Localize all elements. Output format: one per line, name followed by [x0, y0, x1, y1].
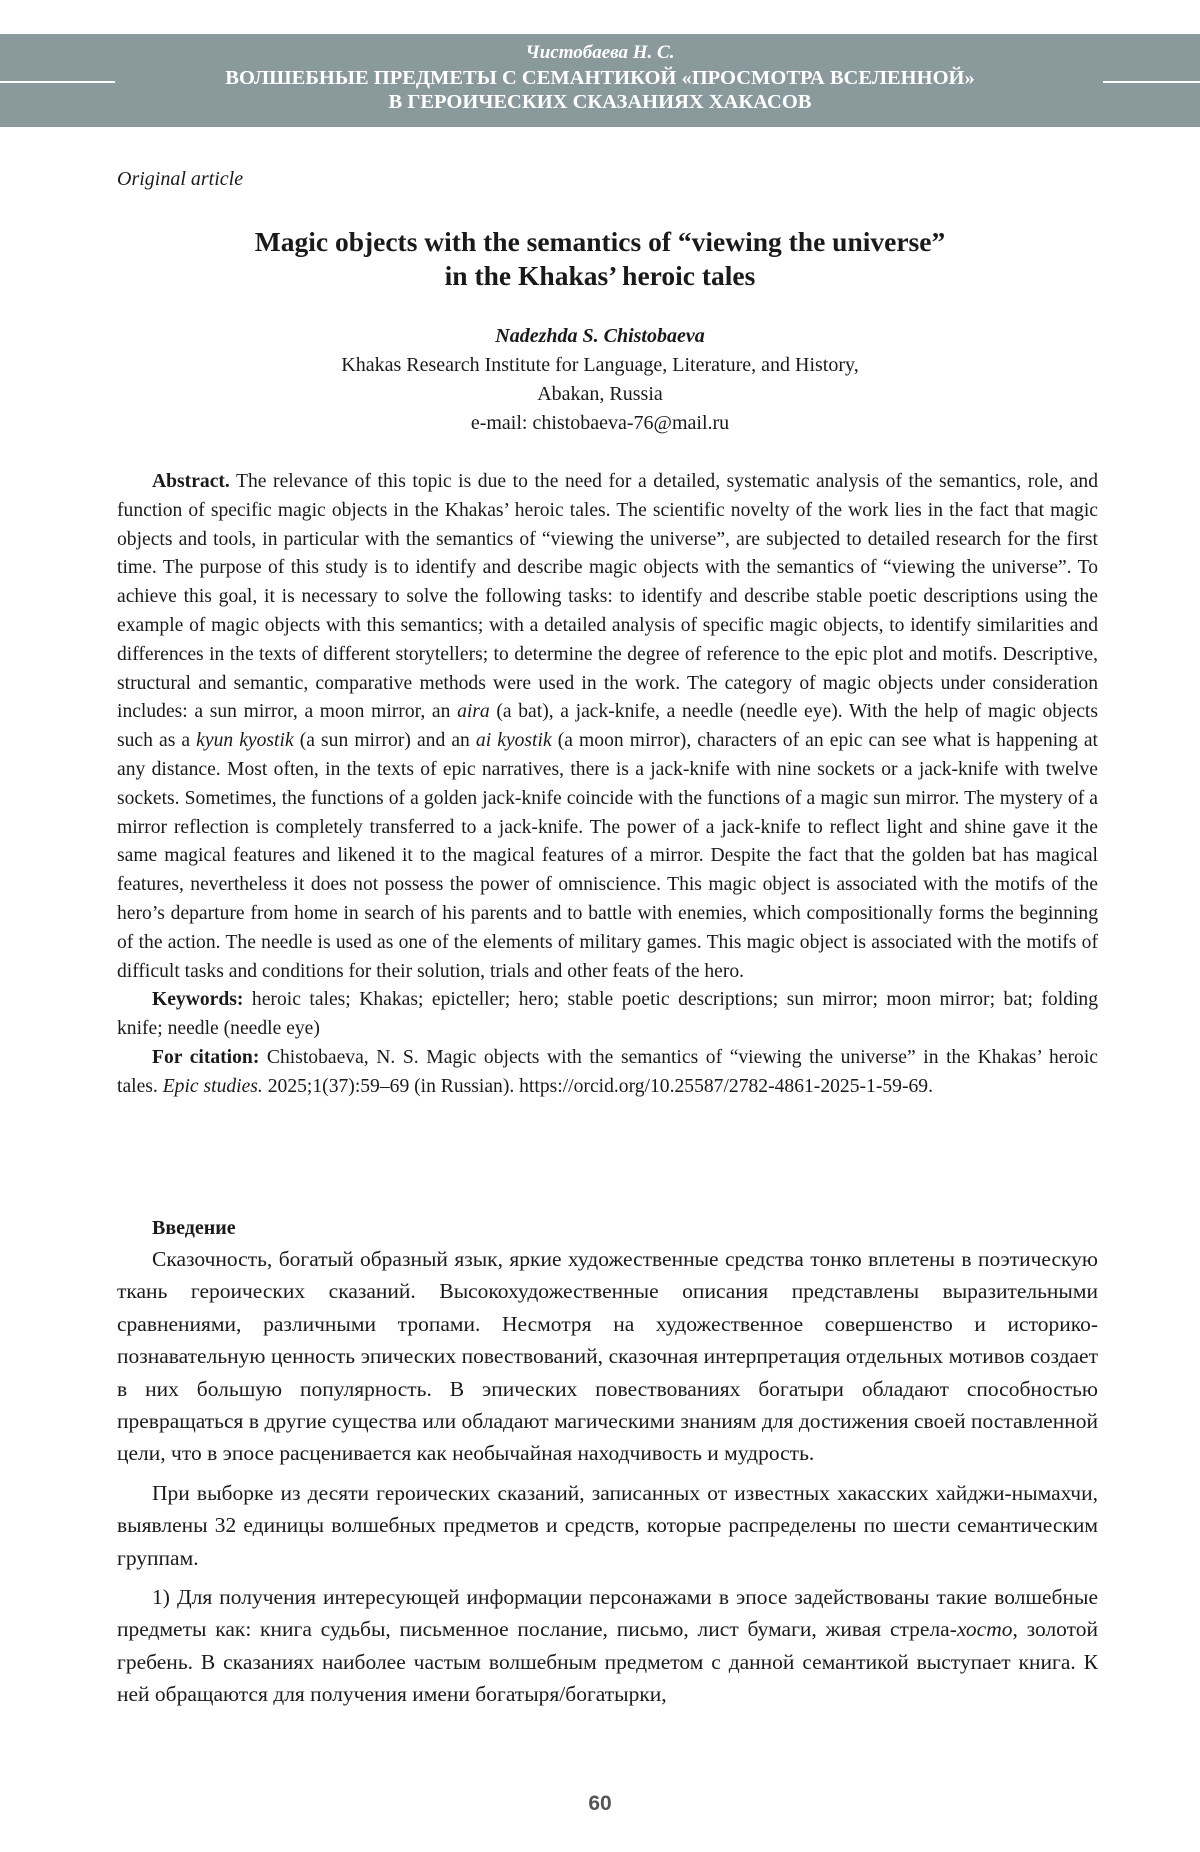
keywords-text: heroic tales; Khakas; epicteller; hero; stable poetic descriptions; sun mirror; moon mirror; bat; folding knife; needle (needle eye): [117, 989, 1098, 1040]
page-number: 60: [588, 1792, 612, 1815]
term-aira: aira: [457, 701, 490, 723]
running-header: [0, 34, 1200, 127]
body-text: 1) Для получения интересующей информации персонажами в эпосе задействованы такие волшебные предметы как: книга судьбы, письменное послание, письмо, лист бумаги, живая стрела-: [117, 1585, 1098, 1642]
header-title-line2: В ГЕРОИЧЕСКИХ СКАЗАНИЯХ ХАКАСОВ: [388, 91, 812, 113]
citation-text: Chistobaeva, N. S. Magic objects with the semantics of “viewing the universe” in the Khakas’ heroic tales.: [117, 1046, 1098, 1097]
citation-journal: Epic studies.: [162, 1075, 263, 1097]
affiliation-line2: Abakan, Russia: [537, 383, 663, 405]
abstract-text: (a moon mirror), characters of an epic can see what is happening at any distance. Most often, in the texts of epic narratives, there is a jack-knife with nine sockets or a jack-knife with twelve sockets. Sometimes, the functions of a golden jack-knife coincide with the functions of a magic sun mirror. The mystery of a mirror reflection is completely transferred to a jack-knife. The power of a jack-knife to reflect light and shine gave it the same magical features and likened it to the magical features of a mirror. Despite the fact that the golden bat has magical features, nevertheless it does not possess the power of omniscience. This magic object is associated with the motifs of the hero’s departure from home in search of his parents and to battle with enemies, which compositionally forms the beginning of the action. The needle is used as one of the elements of military games. This magic object is associated with the motifs of difficult tasks and conditions for their solution, trials and other feats of the hero.: [117, 730, 1098, 982]
abstract-label: Abstract.: [152, 471, 230, 492]
article-type: Original article: [117, 168, 244, 190]
author-email: e-mail: chistobaeva-76@mail.ru: [470, 412, 730, 434]
article-title-line1: Magic objects with the semantics of “viewing the universe”: [254, 226, 946, 257]
author-name: Nadezhda S. Chistobaeva: [495, 325, 705, 347]
article-title-line2: in the Khakas’ heroic tales: [444, 260, 756, 291]
term-ai-kyostik: ai kyostik: [475, 730, 552, 752]
header-title: [130, 66, 1070, 114]
body-paragraph: Сказочность, богатый образный язык, яркие художественные средства тонко вплетены в поэтическую ткань героических сказаний. Высокохудожественные описания представлены выразительными сравнениями, различными тропами. Несмотря на художественное совершенство и историко-познавательную ценность эпических повествований, сказочная интерпретация отдельных мотивов создает в них большую популярность. В эпических повествованиях богатыри обладают способностью превращаться в другие существа или обладают магическими знаниям для достижения своей поставленной цели, что в эпосе расценивается как необычайная находчивость и мудрость.: [117, 1247, 1098, 1466]
citation-label: For citation:: [152, 1046, 260, 1068]
body-paragraph: [117, 1581, 1098, 1711]
abstract-text: (a bat), a jack-knife, a needle (needle eye). With the help of magic objects such as a: [117, 701, 1098, 752]
header-rule-left: [0, 81, 115, 83]
term-kyun-kyostik: kyun kyostik: [196, 730, 294, 752]
header-rule-right: [1103, 81, 1200, 83]
abstract-block: [117, 468, 1098, 1102]
abstract-paragraph: [117, 468, 1098, 986]
header-author: Чистобаева Н. С.: [525, 42, 675, 63]
body-paragraph: При выборке из десяти героических сказаний, записанных от известных хакасских хайджи-нымахчи, выявлены 32 единицы волшебных предметов и средств, которые распределены по шести семантическим группам.: [117, 1480, 1098, 1570]
byline: [200, 322, 1000, 438]
introduction-section: [117, 1213, 1098, 1718]
abstract-text: The relevance of this topic is due to the need for a detailed, systematic analysis of the semantics, role, and function of specific magic objects in the Khakas’ heroic tales. The scientific novelty of the work lies in the fact that magic objects and tools, in particular with the semantics of “viewing the universe”, are subjected to detailed research for the first time. The purpose of this study is to identify and describe magic objects with the semantics of “viewing the universe”. To achieve this goal, it is necessary to solve the following tasks: to identify and describe stable poetic descriptions using the example of magic objects with this semantics; with a detailed analysis of specific magic objects, to identify similarities and differences in the texts of different storytellers; to determine the degree of reference to the epic plot and motifs. Descriptive, structural and semantic, comparative methods were used in the work. The category of magic objects under consideration includes: a sun mirror, a moon mirror, an: [117, 471, 1098, 723]
citation-text: 2025;1(37):59–69 (in Russian). https://orcid.org/10.25587/2782-4861-2025-1-59-69.: [262, 1075, 933, 1097]
body-text: , золотой гребень. В сказаниях наиболее частым волшебным предметом с данной семантикой выступает книга. К ней обращаются для получения имени богатыря/богатырки,: [117, 1617, 1099, 1707]
affiliation-line1: Khakas Research Institute for Language, Literature, and History,: [341, 354, 859, 376]
abstract-text: (a sun mirror) and an: [293, 730, 476, 752]
header-title-line1: ВОЛШЕБНЫЕ ПРЕДМЕТЫ С СЕМАНТИКОЙ «ПРОСМОТРА ВСЕЛЕННОЙ»: [225, 67, 975, 89]
term-hosto: хосто: [956, 1617, 1013, 1642]
citation-paragraph: [117, 1044, 1098, 1102]
keywords-label: Keywords:: [152, 989, 244, 1011]
keywords-paragraph: [117, 986, 1098, 1044]
section-heading: Введение: [152, 1217, 236, 1239]
article-title: [150, 225, 1050, 293]
